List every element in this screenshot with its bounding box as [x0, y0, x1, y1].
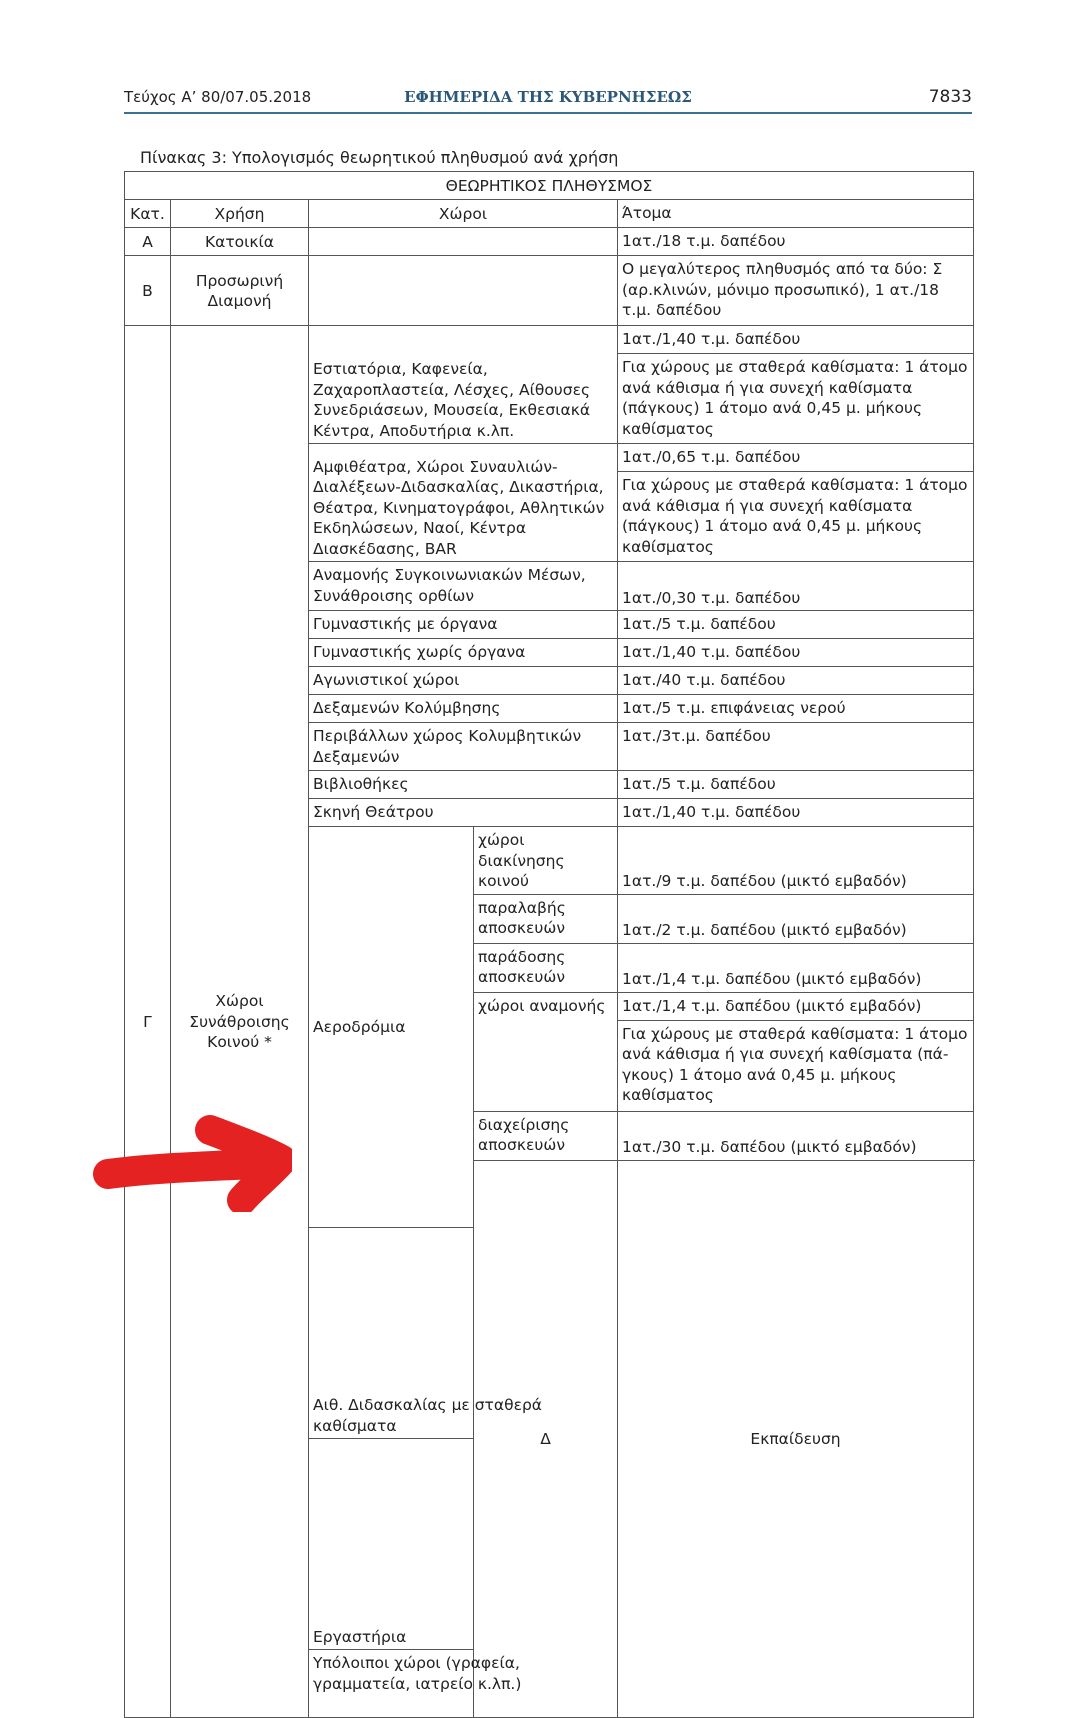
use-g: Χώροι Συνάθροισης Κοινού * — [171, 326, 309, 1718]
space-airports: Αεροδρόμια — [309, 827, 474, 1228]
header-use: Χρήση — [171, 200, 309, 228]
space-gym-no-equipment: Γυμναστικής χωρίς όργανα — [309, 639, 618, 667]
cat-b: Β — [125, 256, 171, 326]
airport-baggage-handling: διαχείρισης αποσκευών — [474, 1111, 618, 1160]
use-b: Προσωρινή Διαμονή — [171, 256, 309, 326]
use-a: Κατοικία — [171, 228, 309, 256]
space-pools: Δεξαμενών Κολύμβησης — [309, 695, 618, 723]
space-transit: Αναμονής Συγκοινωνιακών Μέσων, Συνάθροισης ορθίων — [309, 562, 618, 611]
space-laboratories: Εργαστήρια — [309, 1439, 618, 1650]
cat-g: Γ — [125, 326, 171, 1718]
persons-transit: 1ατ./0,30 τ.μ. δαπέδου — [618, 562, 974, 611]
header-spaces: Χώροι — [309, 200, 618, 228]
persons-sports-grounds: 1ατ./40 τ.μ. δαπέδου — [618, 667, 974, 695]
persons-pool-surroundings: 1ατ./3τ.μ. δαπέδου — [618, 723, 974, 771]
persons-airport-waiting-seats: Για χώρους με σταθερά καθίσματα: 1 άτομο ανά κάθισμα ή για συνεχή καθίσματα (πά-γκους) 1 άτομο ανά 0,45 μ. μήκους καθίσματος — [618, 1020, 974, 1111]
persons-restaurants: 1ατ./1,40 τ.μ. δαπέδου — [618, 326, 974, 354]
space-theatres: Αμφιθέατρα, Χώροι Συναυλιών-Διαλέξεων-Διδασκαλίας, Δικαστήρια, Θέατρα, Κινηματογράφοι, Αθλητικών Εκδηλώσεων, Ναοί, Κέντρα Διασκέδασης, BAR — [309, 444, 618, 562]
header-persons: Άτομα — [618, 200, 974, 228]
persons-restaurants-seats: Για χώρους με σταθερά καθίσματα: 1 άτομο ανά κάθισμα ή για συνεχή καθίσματα (πάγκους) 1 άτομο ανά 0,45 μ. μήκους καθίσματος — [618, 354, 974, 444]
persons-airport-baggage-dropoff: 1ατ./1,4 τ.μ. δαπέδου (μικτό εμβαδόν) — [618, 943, 974, 992]
use-d: Εκπαίδευση — [618, 1160, 974, 1717]
persons-stage: 1ατ./1,40 τ.μ. δαπέδου — [618, 799, 974, 827]
table-caption: Πίνακας 3: Υπολογισμός θεωρητικού πληθυσμού ανά χρήση — [140, 148, 619, 167]
persons-airport-baggage-claim: 1ατ./2 τ.μ. δαπέδου (μικτό εμβαδόν) — [618, 894, 974, 943]
space-a-empty — [309, 228, 618, 256]
page-header — [124, 84, 972, 114]
space-b-empty — [309, 256, 618, 326]
persons-airport-circulation: 1ατ./9 τ.μ. δαπέδου (μικτό εμβαδόν) — [618, 827, 974, 895]
page-number: 7833 — [928, 87, 972, 107]
cat-a: Α — [125, 228, 171, 256]
space-sports-grounds: Αγωνιστικοί χώροι — [309, 667, 618, 695]
persons-b: Ο μεγαλύτερος πληθυσμός από τα δύο: Σ (αρ.κλινών, μόνιμο προσωπικό), 1 ατ./18 τ.μ. δαπέδου — [618, 256, 974, 326]
persons-airport-waiting: 1ατ./1,4 τ.μ. δαπέδου (μικτό εμβαδόν) — [618, 992, 974, 1020]
space-libraries: Βιβλιοθήκες — [309, 771, 618, 799]
cat-d: Δ — [474, 1160, 618, 1717]
table-title: ΘΕΩΡΗΤΙΚΟΣ ΠΛΗΘΥΣΜΟΣ — [125, 172, 974, 200]
persons-airport-baggage-handling: 1ατ./30 τ.μ. δαπέδου (μικτό εμβαδόν) — [618, 1111, 974, 1160]
space-fixed-seat-classrooms: Αιθ. Διδασκαλίας με σταθερά καθίσματα — [309, 1228, 618, 1439]
persons-gym-equipment: 1ατ./5 τ.μ. δαπέδου — [618, 611, 974, 639]
persons-libraries: 1ατ./5 τ.μ. δαπέδου — [618, 771, 974, 799]
gazette-title: ΕΦΗΜΕΡΙΔΑ ΤΗΣ ΚΥΒΕΡΝΗΣΕΩΣ — [404, 88, 692, 106]
persons-theatres: 1ατ./0,65 τ.μ. δαπέδου — [618, 444, 974, 472]
airport-circulation: χώροι διακίνησης κοινού — [474, 827, 618, 895]
persons-a: 1ατ./18 τ.μ. δαπέδου — [618, 228, 974, 256]
airport-waiting: χώροι αναμονής — [474, 992, 618, 1111]
header-cat: Κατ. — [125, 200, 171, 228]
persons-pools: 1ατ./5 τ.μ. επιφάνειας νερού — [618, 695, 974, 723]
issue-number: Τεύχος Α’ 80/07.05.2018 — [124, 88, 312, 106]
population-table — [124, 171, 974, 1718]
space-stage: Σκηνή Θεάτρου — [309, 799, 618, 827]
persons-gym-no-equipment: 1ατ./1,40 τ.μ. δαπέδου — [618, 639, 974, 667]
space-restaurants: Εστιατόρια, Καφενεία, Ζαχαροπλαστεία, Λέσχες, Αίθουσες Συνεδριάσεων, Μουσεία, Εκθεσιακά Κέντρα, Αποδυτήρια κ.λπ. — [309, 326, 618, 444]
persons-theatres-seats: Για χώρους με σταθερά καθίσματα: 1 άτομο ανά κάθισμα ή για συνεχή καθίσματα (πάγκους) 1 άτομο ανά 0,45 μ. μήκους καθίσματος — [618, 472, 974, 562]
airport-baggage-claim: παραλαβής αποσκευών — [474, 894, 618, 943]
space-other: Υπόλοιποι χώροι (γραφεία, γραμματεία, ιατρείο κ.λπ.) — [309, 1650, 618, 1718]
airport-baggage-dropoff: παράδοσης αποσκευών — [474, 943, 618, 992]
space-pool-surroundings: Περιβάλλων χώρος Κολυμβητικών Δεξαμενών — [309, 723, 618, 771]
space-gym-equipment: Γυμναστικής με όργανα — [309, 611, 618, 639]
